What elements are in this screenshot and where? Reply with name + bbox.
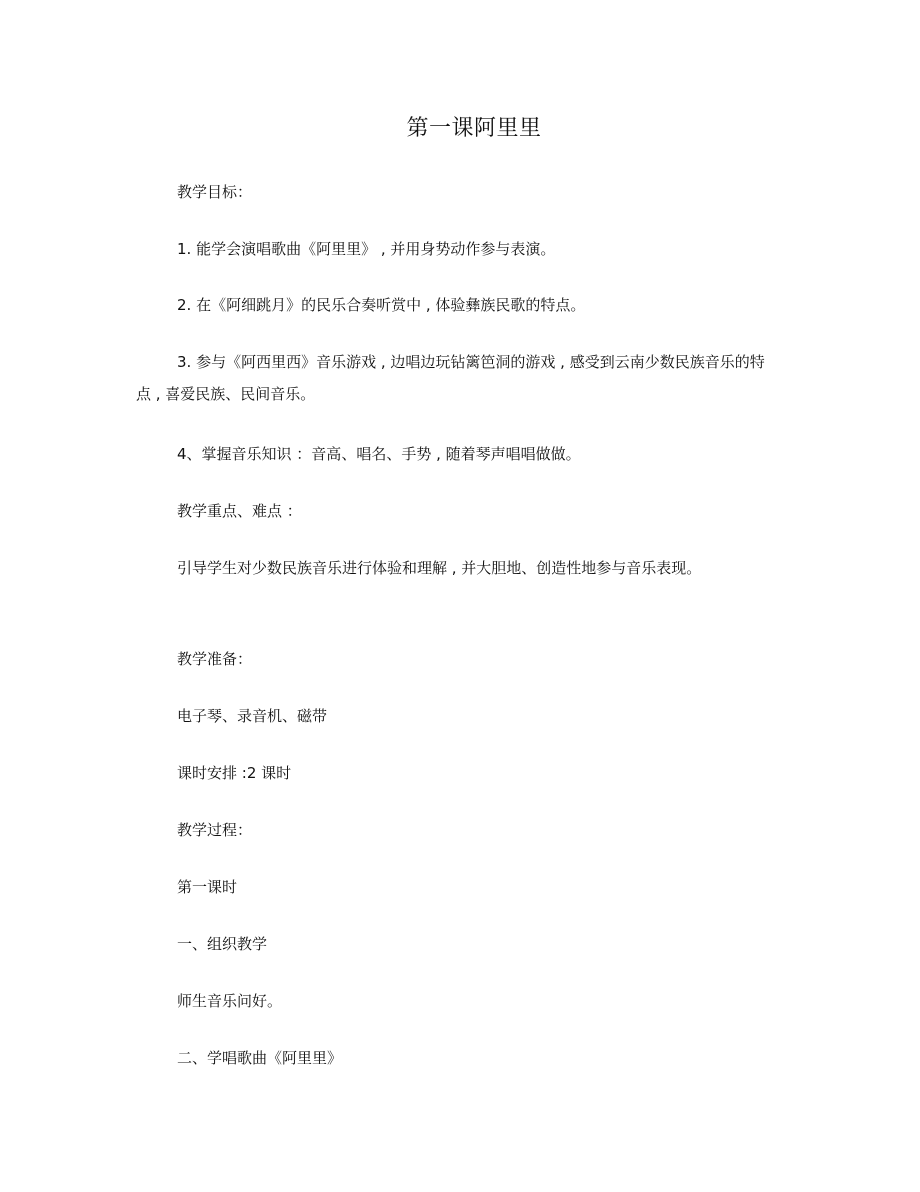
paragraph-goal-4: 4、掌握音乐知识 ：音高、唱名、手势 , 随着琴声唱唱做做。 — [177, 445, 581, 463]
paragraph-schedule: 课时安排 :2 课时 — [177, 764, 292, 782]
paragraph-greeting: 师生音乐问好。 — [177, 992, 283, 1010]
paragraph-goal-2: 2. 在《阿细跳月》的民乐合奏听赏中 , 体验彝族民歌的特点。 — [177, 296, 586, 314]
paragraph-key-points-text: 引导学生对少数民族音乐进行体验和理解 , 并大胆地、创造性地参与音乐表现。 — [177, 559, 702, 577]
paragraph-section-one: 一、组织教学 — [177, 935, 268, 953]
paragraph-teaching-goals-heading: 教学目标： — [177, 183, 253, 201]
paragraph-goal-3: 3. 参与《阿西里西》音乐游戏 , 边唱边玩钻篱笆洞的游戏 , 感受到云南少数民族音乐的特点 , 喜爱民族、民间音乐。 — [136, 353, 765, 403]
paragraph-preparation-heading: 教学准备： — [177, 650, 253, 668]
paragraph-key-points-heading: 教学重点、难点 ： — [177, 502, 302, 520]
document-title: 第一课阿里里 — [406, 116, 542, 141]
paragraph-process-heading: 教学过程： — [177, 821, 253, 839]
paragraph-section-two: 二、学唱歌曲《阿里里》 — [177, 1049, 343, 1067]
paragraph-first-lesson: 第一课时 — [177, 878, 238, 896]
paragraph-goal-1: 1. 能学会演唱歌曲《阿里里》 , 并用身势动作参与表演。 — [177, 240, 556, 258]
paragraph-preparation-items: 电子琴、录音机、磁带 — [177, 707, 328, 725]
